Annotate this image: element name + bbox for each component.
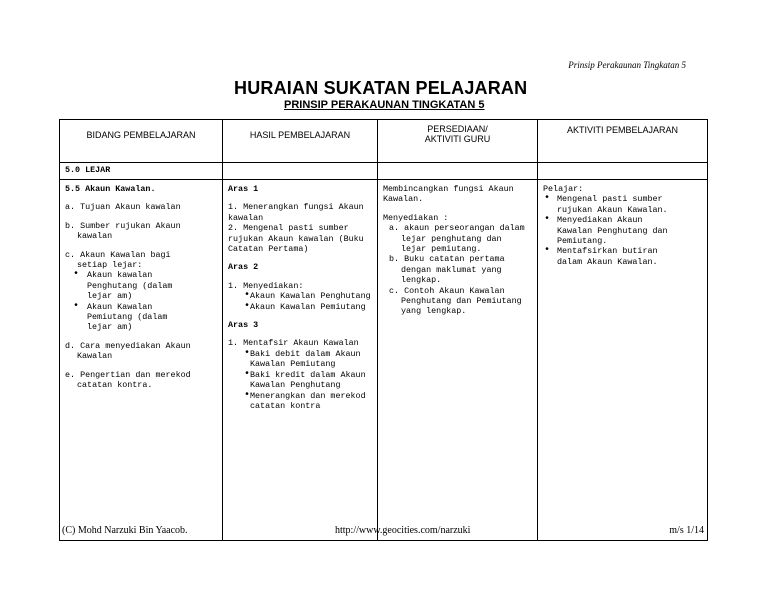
content-row [60, 180, 708, 541]
list-item-cont: yang lengkap. [401, 306, 467, 317]
column-header-persediaan [378, 120, 538, 163]
bullet-item: • Baki kredit dalam Akaun [228, 370, 373, 380]
list-item: e. Pengertian dan merekod [65, 369, 191, 380]
list-line: Pelajar: [543, 184, 584, 194]
list-item-cont: lejar pemiutang. [401, 244, 482, 255]
list-item: a. akaun perseorangan dalam [389, 223, 525, 234]
hasil-cell [223, 180, 378, 541]
level-heading: Aras 1 [228, 184, 259, 194]
bullet-item-cont: Kawalan Pemiutang [250, 359, 336, 370]
list-line: Catatan Pertama) [228, 244, 309, 255]
list-line: 1. Menerangkan fungsi Akaun [228, 202, 364, 213]
bullet-item-cont: catatan kontra [250, 400, 321, 411]
column-header-hasil: HASIL PEMBELAJARAN [223, 120, 378, 163]
topic-heading: 5.5 Akaun Kawalan. [65, 184, 156, 194]
list-item: b. Buku catatan pertama [389, 254, 505, 265]
column-header-aktiviti: AKTIVITI PEMBELAJARAN [538, 120, 708, 163]
bullet-item: • Akaun Kawalan [65, 302, 218, 312]
list-item-cont: dengan maklumat yang [401, 264, 502, 275]
footer-page-number: m/s 1/14 [669, 525, 704, 536]
running-title: Prinsip Perakaunan Tingkatan 5 [568, 60, 686, 70]
section-title: 5.0 LEJAR [60, 163, 223, 180]
section-row [60, 163, 708, 180]
bullet-item: • Menyediakan Akaun [543, 215, 703, 225]
level-heading: Aras 2 [228, 262, 259, 273]
bullet-item-cont: lejar am) [87, 322, 133, 333]
bullet-item-cont: Pemiutang. [557, 236, 608, 247]
bullet-item-cont: rujukan Akaun Kawalan. [557, 204, 668, 215]
empty-cell [378, 163, 538, 180]
empty-cell [538, 163, 708, 180]
list-line: 2. Mengenal pasti sumber [228, 223, 349, 234]
list-item: d. Cara menyediakan Akaun [65, 340, 191, 351]
bullet-item: • Akaun Kawalan Penghutang [228, 291, 373, 301]
list-line: Kawalan. [383, 194, 424, 205]
bullet-item-cont: Pemiutang (dalam [87, 312, 168, 323]
page-subtitle: PRINSIP PERAKAUNAN TINGKATAN 5 [284, 99, 485, 111]
bullet-item: • Menerangkan dan merekod [228, 391, 373, 401]
bullet-item: • Akaun Kawalan Pemiutang [228, 302, 373, 312]
list-line: Menyediakan : [383, 212, 449, 223]
level-heading: Aras 3 [228, 320, 259, 331]
column-header-persediaan-line2: AKTIVITI GURU [424, 134, 491, 144]
list-item-cont: Penghutang dan Pemiutang [401, 296, 522, 307]
list-item: c. Contoh Akaun Kawalan [389, 285, 505, 296]
list-item-cont: kawalan [77, 231, 113, 242]
list-item-cont: setiap lejar: [77, 260, 143, 271]
footer-url: http://www.geocities.com/narzuki [335, 525, 471, 536]
list-item: c. Akaun Kawalan bagi [65, 249, 171, 260]
list-line: rujukan Akaun kawalan (Buku [228, 233, 364, 244]
list-line: 1. Mentafsir Akaun Kawalan [228, 338, 359, 349]
list-item-cont: lejar penghutang dan [401, 233, 502, 244]
bullet-item: • Akaun kawalan [65, 270, 218, 280]
list-item: b. Sumber rujukan Akaun [65, 220, 181, 231]
list-item-cont: Kawalan [77, 351, 113, 362]
persediaan-cell [378, 180, 538, 541]
footer-author: (C) Mohd Narzuki Bin Yaacob. [62, 525, 188, 536]
bullet-item: • Mengenal pasti sumber [543, 194, 703, 204]
bullet-item-cont: Kawalan Penghutang [250, 380, 341, 391]
bidang-cell [60, 180, 223, 541]
list-item: a. Tujuan Akaun kawalan [65, 202, 181, 213]
list-line: Membincangkan fungsi Akaun [383, 184, 514, 194]
table-header-row [60, 120, 708, 163]
syllabus-table [59, 119, 708, 541]
empty-cell [223, 163, 378, 180]
column-header-persediaan-line1: PERSEDIAAN/ [427, 124, 488, 134]
bullet-item: • Mentafsirkan butiran [543, 246, 703, 256]
aktiviti-cell [538, 180, 708, 541]
page-title: HURAIAN SUKATAN PELAJARAN [234, 78, 528, 98]
bullet-item: • Baki debit dalam Akaun [228, 349, 373, 359]
bullet-item-cont: dalam Akaun Kawalan. [557, 256, 658, 267]
list-item-cont: catatan kontra. [77, 380, 153, 391]
list-line: 1. Menyediakan: [228, 280, 304, 291]
column-header-bidang: BIDANG PEMBELAJARAN [60, 120, 223, 163]
bullet-item-cont: Penghutang (dalam [87, 280, 173, 291]
bullet-item-cont: Kawalan Penghutang dan [557, 225, 668, 236]
bullet-item-cont: lejar am) [87, 291, 133, 302]
list-line: kawalan [228, 212, 264, 223]
list-item-cont: lengkap. [401, 275, 442, 286]
